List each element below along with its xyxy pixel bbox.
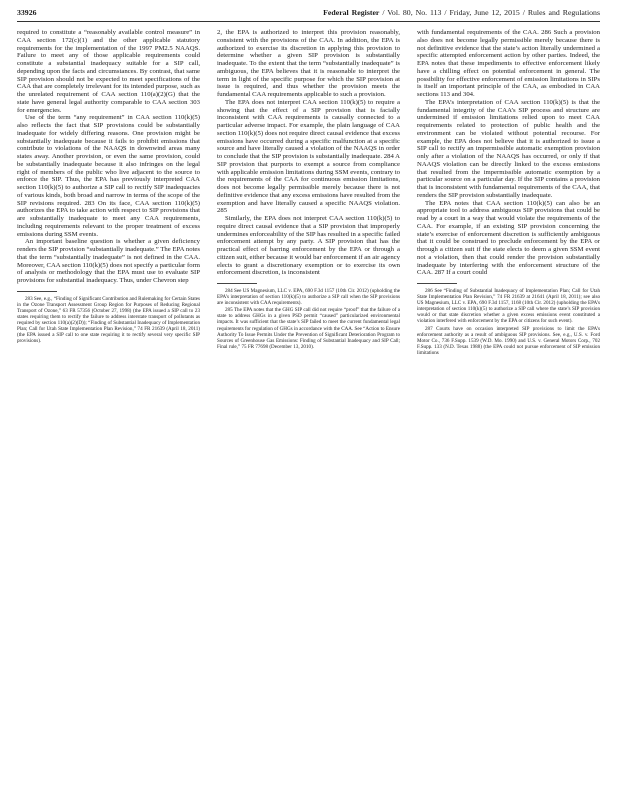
footnotes (217, 288, 400, 350)
publication-name: Federal Register (323, 8, 380, 17)
footnote: 285 The EPA notes that the GHG SIP call did not require “proof” that the failure of a state to address GHGs in a given PSD permit “caused” particularized environmental impacts. It was sufficient that the state’s SIP failed to meet the current fundamental legal requirements for regulation of GHGs in accordance with the CAA. See “Action to Ensure Authority To Issue Permits Under the Prevention of Significant Deterioration Program to Sources of Greenhouse Gas Emissions: Finding of Substantial Inadequacy and SIP Call; Final rule,” 75 FR 77698 (December 13, 2010). (217, 307, 400, 350)
paragraph: The EPA notes that CAA section 110(k)(5) can also be an appropriate tool to address ambiguous SIP provisions that could be read by a court in a way that would violate the requirements of the CAA. For example, if an existing SIP provision concerning the state’s exercise of enforcement discretion is sufficiently ambiguous that it could be construed to preclude enforcement by the EPA or through a citizen suit if the state elects to deem a given SSM event not a violation, then that could render the provision substantially inadequate by interfering with the enforcement structure of the CAA. 287 If a court could (417, 199, 600, 277)
footnotes (17, 296, 200, 345)
page-number: 33926 (17, 8, 37, 17)
column-2 (217, 29, 400, 351)
column-1 (17, 29, 200, 346)
footnote: 287 Courts have on occasion interpreted SIP provisions to limit the EPA’s enforcement authority as a result of ambiguous SIP provisions. See, e.g., U.S. v. Ford Motor Co., 736 F.Supp. 1539 (W.D. Mo. 1990) and U.S. v. General Motors Corp., 702 F.Supp. 133 (N.D. Texas 1988) (the EPA could not pursue enforcement of SIP emission limitations (417, 325, 600, 356)
footnote-rule (417, 283, 457, 284)
paragraph: required to constitute a “reasonably available control measure” in CAA section 172(c)(1) and the other applicable statutory requirements for the implementation of the 1997 PM2.5 NAAQS. Failure to meet any of those applicable requirements could constitute a substantial inadequacy suitable for a SIP call, depending upon the facts and circumstances. By contrast, that same SIP provision should not be expected to meet specifications of the CAA that are completely irrelevant for its intended purpose, such as the unrelated requirement of CAA section 110(a)(2)(G) that the state have general legal authority comparable to CAA section 303 for emergencies. (17, 29, 200, 114)
paragraph: with fundamental requirements of the CAA. 286 Such a provision also does not become legally permissible merely because there is not definitive evidence that the state’s action literally undermined a specific attempted enforcement action by other parties. Indeed, the EPA notes that these impediments to effective enforcement likely have a chilling effect on potential enforcement in general. The possibility for effective enforcement of emission limitations in SIPs is itself an important principle of the CAA, as embodied in CAA sections 113 and 304. (417, 29, 600, 98)
paragraph: Similarly, the EPA does not interpret CAA section 110(k)(5) to require direct causal evidence that a SIP provision that improperly undermines enforceability of the SIP has resulted in a specific failed enforcement attempt by any party. A SIP provision that has the practical effect of barring enforcement by the EPA or through a citizen suit, either because it would bar enforcement if an air agency elects to grant a discretionary exemption or to exercise its own enforcement discretion, is inconsistent (217, 215, 400, 277)
issue-details: / Vol. 80, No. 113 / Friday, June 12, 2015 / Rules and Regulations (382, 8, 600, 17)
paragraph: The EPA’s interpretation of CAA section 110(k)(5) is that the fundamental integrity of the CAA’s SIP process and structure are undermined if emission limitations relied upon to meet CAA requirements related to protection of public health and the environment can be violated without potential recourse. For example, the EPA does not believe that it is authorized to issue a SIP call to rectify an impermissible automatic exemption provision only after a violation of the NAAQS has occurred, or only if that NAAQS violation can be directly linked to the excess emissions that resulted from the impermissible automatic exemption by a particular source on a particular day. If the SIP contains a provision that is inconsistent with fundamental requirements of the CAA, that renders the SIP provision substantially inadequate. (417, 98, 600, 199)
paragraph: 2, the EPA is authorized to interpret this provision reasonably, consistent with the provisions of the CAA. In addition, the EPA is authorized to exercise its discretion in applying this provision to determine whether a given SIP provision is substantially inadequate. To the extent that the term “substantially inadequate” is ambiguous, the EPA believes that it is reasonable to interpret the term in light of the specific purpose for which the SIP provision at issue is required, and thus whether the provision meets the fundamental CAA requirements applicable to such a provision. (217, 29, 400, 98)
paragraph: The EPA does not interpret CAA section 110(k)(5) to require a showing that the effect of a SIP provision that is facially inconsistent with CAA requirements is causally connected to a particular adverse impact. For example, the plain language of CAA section 110(k)(5) does not require direct causal evidence that excess emissions have occurred during a specific malfunction at a specific source and have literally caused a violation of the NAAQS in order to conclude that the SIP provision is substantially inadequate. 284 A SIP provision that purports to exempt a source from compliance with applicable emission limitations during SSM events, contrary to the requirements of the CAA for continuous emission limitations, does not become legally permissible merely because there is not definitive evidence that any excess emissions have resulted from the exemption and have literally caused a specific NAAQS violation. 285 (217, 98, 400, 215)
paragraph: Use of the term “any requirement” in CAA section 110(k)(5) also reflects the fact that SIP provisions could be substantially inadequate for widely differing reasons. One provision might be substantially inadequate because it fails to prohibit emissions that contribute to violations of the NAAQS in downwind areas many states away. Another provision, or even the same provision, could be substantially inadequate because it also infringes on the legal right of members of the public who live adjacent to the source to enforce the SIP. Thus, the EPA has previously interpreted CAA section 110(k)(5) to authorize a SIP call to rectify SIP inadequacies of various kinds, both broad and narrow in terms of the scope of the SIP revisions required. 283 On its face, CAA section 110(k)(5) authorizes the EPA to take action with respect to SIP provisions that are substantially inadequate to meet any CAA requirements, including requirements relevant to the proper treatment of excess emissions during SSM events. (17, 114, 200, 238)
footnote-rule (217, 283, 257, 284)
footnote: 284 See US Magnesium, LLC v. EPA, 690 F.3d 1157 (10th Cir. 2012) (upholding the EPA’s interpretation of section 110(k)(5) to authorize a SIP call when the SIP provisions are inconsistent with CAA requirements). (217, 288, 400, 307)
paragraph: An important baseline question is whether a given deficiency renders the SIP provision “substantially inadequate.” The EPA notes that the term “substantially inadequate” is not defined in the CAA. Moreover, CAA section 110(k)(5) does not specify a particular form of analysis or methodology that the EPA must use to evaluate SIP provisions for substantial inadequacy. Thus, under Chevron step (17, 238, 200, 284)
column-3 (417, 29, 600, 357)
header-rule (17, 21, 600, 22)
footnote: 286 See “Finding of Substantial Inadequacy of Implementation Plan; Call for Utah State Implementation Plan Revision,” 74 FR 21639 at 21641 (April 18, 2011); see also US Magnesium, LLC v. EPA, 690 F.3d 1157, 1168 (10th Cir. 2012) (upholding the EPA’s interpretation of section 110(k)(5) to authorize a SIP call where the state’s SIP provision would or that state discretion whether a given excess emissions event constituted a violation interfered with enforcement by the EPA or citizens for such event). (417, 288, 600, 325)
page-header (17, 6, 600, 20)
running-head (323, 8, 600, 17)
footnotes (417, 288, 600, 356)
footnote: 283 See, e.g., “Finding of Significant Contribution and Rulemaking for Certain States in the Ozone Transport Assessment Group Region for Purposes of Reducing Regional Transport of Ozone,” 63 FR 57356 (October 27, 1998) (the EPA issued a SIP call to 23 states requiring them to rectify the failure to address interstate transport of pollutants as required by section 110(a)(2)(D)); “Finding of Substantial Inadequacy of Implementation Plan; Call for Utah State Implementation Plan Revision,” 74 FR 21639 (April 18, 2011) (the EPA issued a SIP call to one state requiring it to rectify several very specific SIP provisions). (17, 295, 201, 345)
footnote-rule (17, 291, 57, 292)
